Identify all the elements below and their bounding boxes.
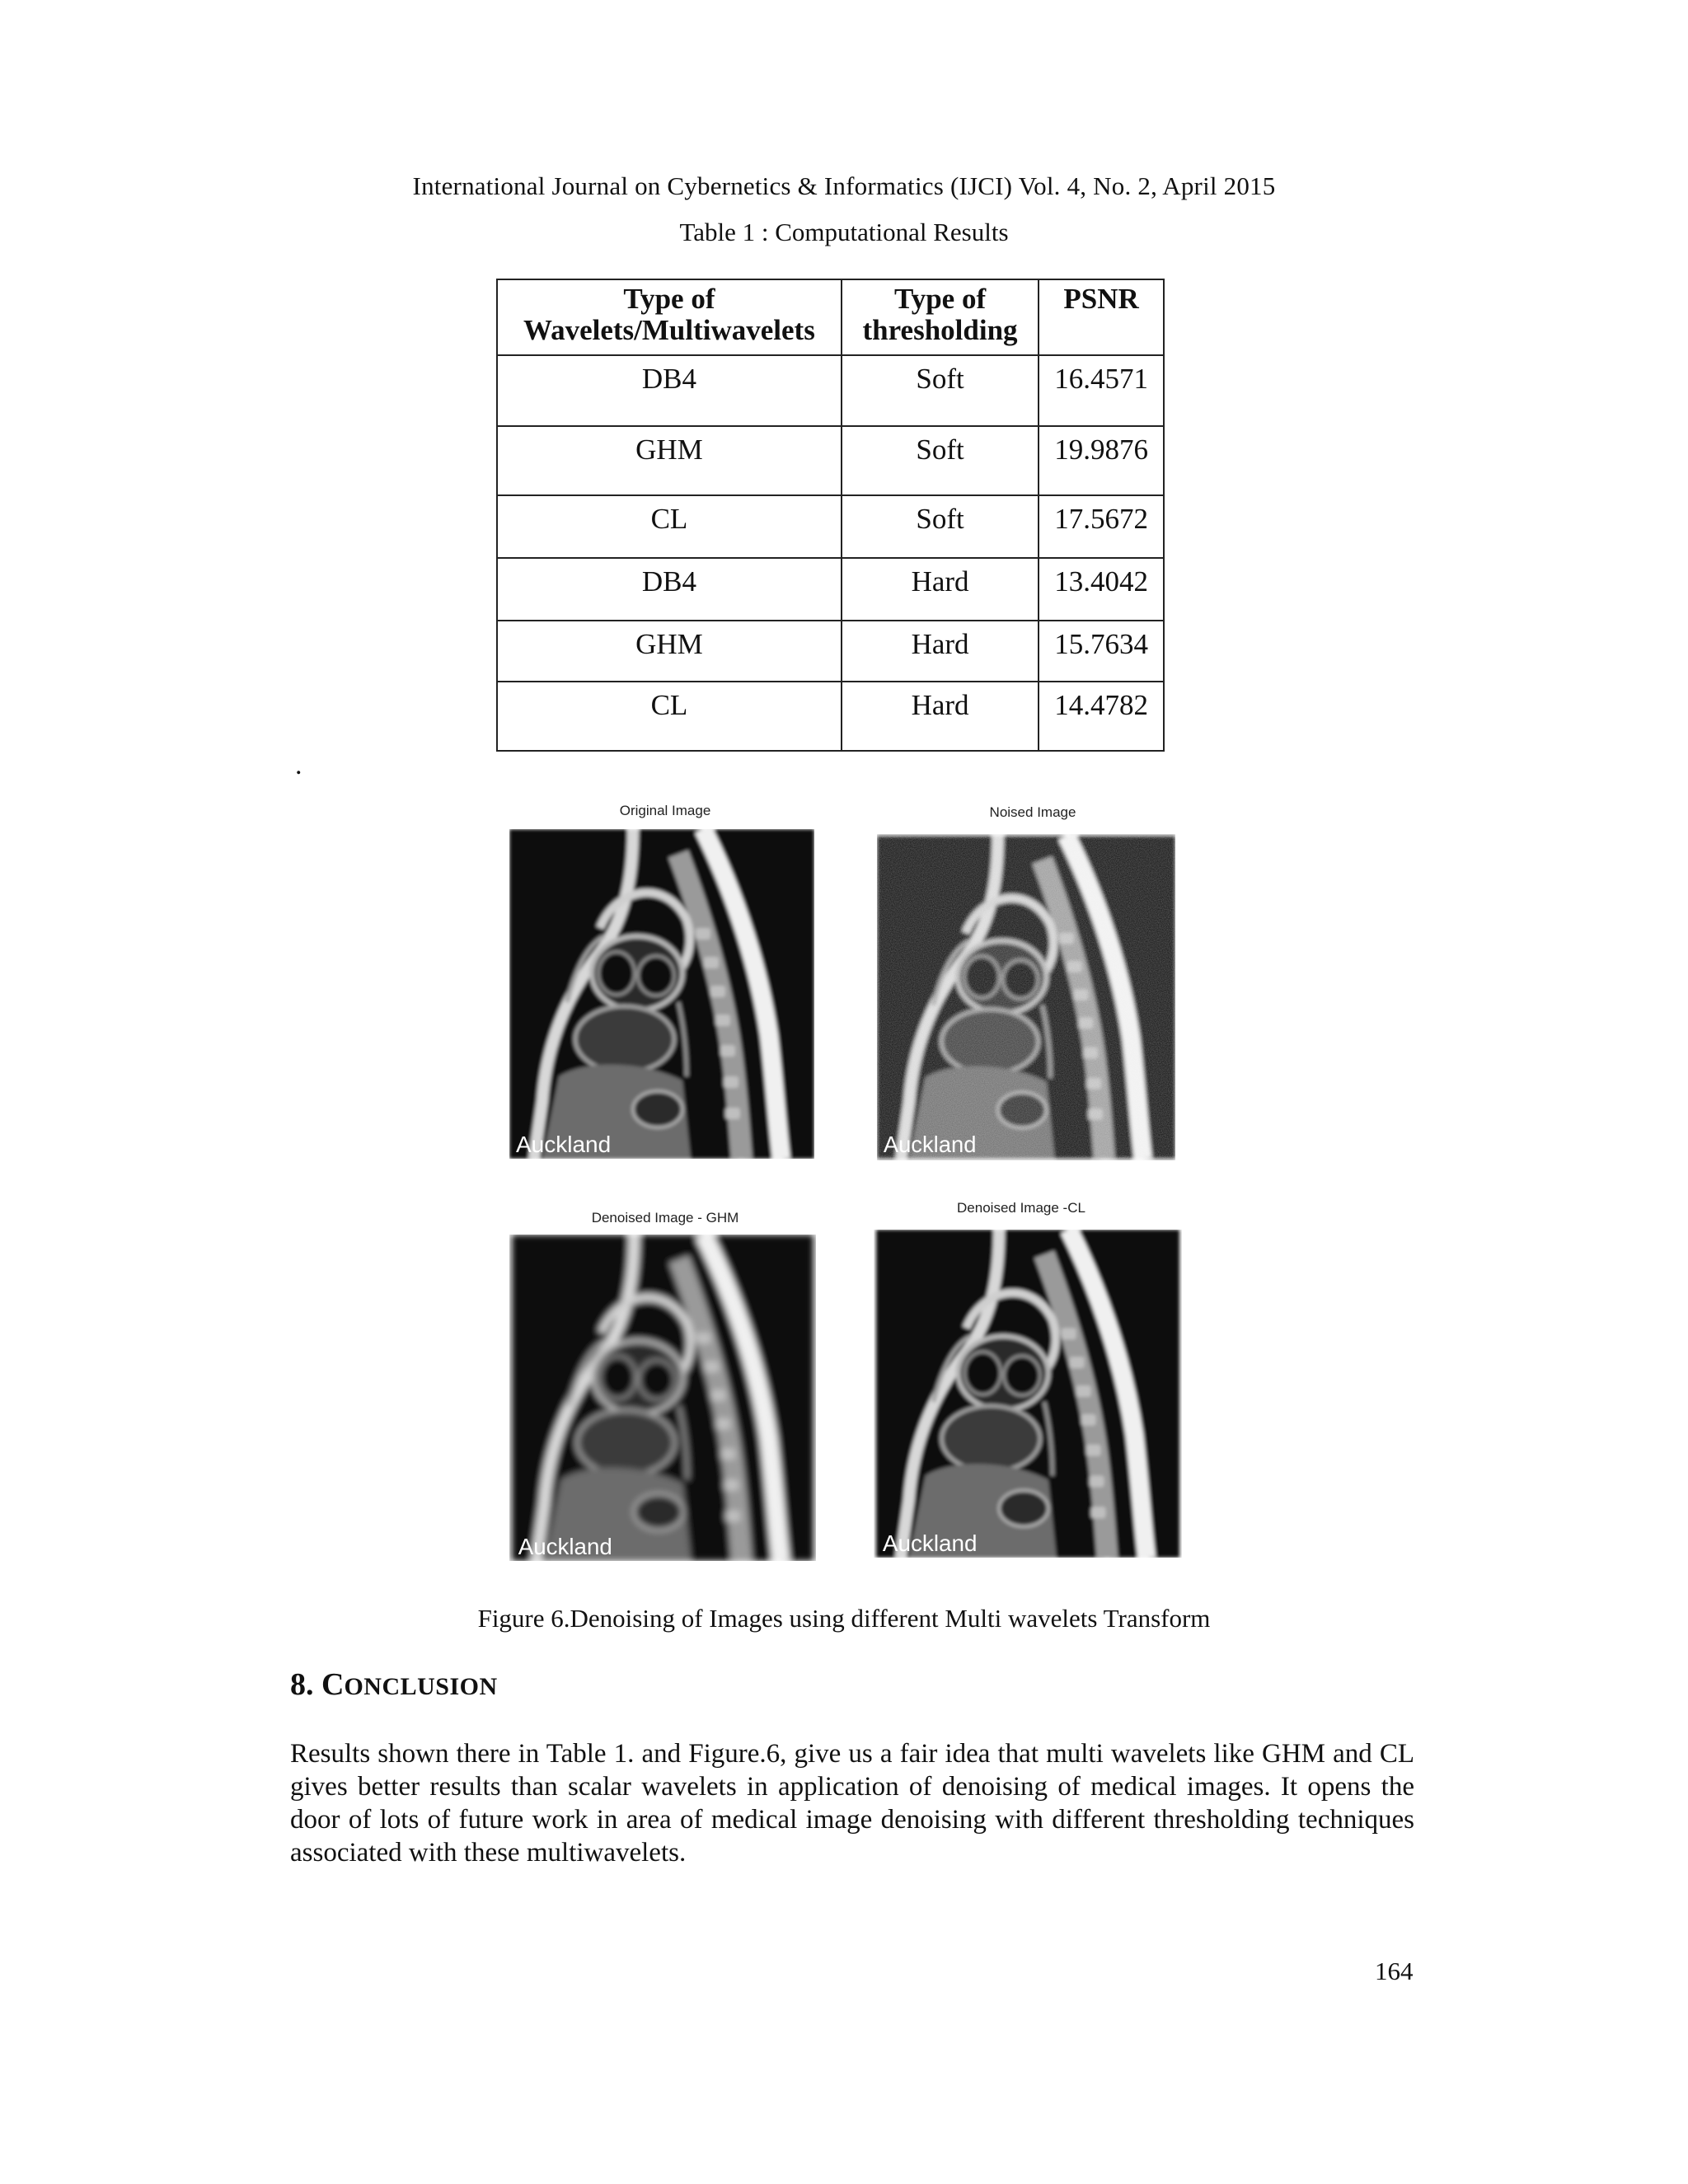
figure-panel-original — [509, 801, 821, 1165]
table-row — [497, 558, 1164, 621]
mri-denoised-ghm-image — [509, 1235, 816, 1561]
mri-noised-image — [877, 834, 1175, 1160]
cell-wavelet: DB4 — [497, 355, 842, 426]
conclusion-paragraph: Results shown there in Table 1. and Figure.6, give us a fair idea that multi wavelets like GHM and CL gives better results than scalar wavelets in application of denoising of medical images. It opens the door of lots of future work in area of medical image denoising with different thresholding techniques associated with these multiwavelets. — [290, 1739, 1414, 1868]
panel-title: Original Image — [619, 803, 711, 818]
figure-panel-denoised-ghm — [509, 1205, 821, 1564]
section-number: 8. — [290, 1667, 314, 1702]
cell-psnr: 17.5672 — [1039, 495, 1164, 558]
stray-period: . — [295, 750, 302, 780]
figure-panel-noised — [877, 801, 1189, 1165]
page-number: 164 — [1375, 1957, 1414, 1985]
figure-caption: Figure 6.Denoising of Images using different Multi wavelets Transform — [477, 1604, 1211, 1633]
cell-threshold: Soft — [842, 355, 1039, 426]
table-row — [497, 621, 1164, 682]
panel-title: Noised Image — [989, 804, 1076, 820]
watermark-text: Auckland — [518, 1534, 612, 1560]
figure-panel-denoised-cl — [874, 1197, 1185, 1559]
cell-psnr: 13.4042 — [1039, 558, 1164, 621]
mri-original-image — [509, 829, 814, 1159]
table-row — [497, 426, 1164, 495]
cell-psnr: 16.4571 — [1039, 355, 1164, 426]
cell-wavelet: CL — [497, 495, 842, 558]
table-header-row — [497, 279, 1164, 355]
cell-threshold: Hard — [842, 558, 1039, 621]
cell-psnr: 19.9876 — [1039, 426, 1164, 495]
table-row — [497, 495, 1164, 558]
panel-title: Denoised Image -CL — [957, 1200, 1085, 1216]
section-title-rest: ONCLUSION — [344, 1673, 498, 1700]
cell-wavelet: GHM — [497, 621, 842, 682]
cell-threshold: Hard — [842, 621, 1039, 682]
cell-psnr: 15.7634 — [1039, 621, 1164, 682]
section-heading — [290, 1666, 498, 1703]
section-title-first-letter: C — [321, 1667, 345, 1702]
table-row — [497, 355, 1164, 426]
cell-wavelet: GHM — [497, 426, 842, 495]
watermark-text: Auckland — [516, 1132, 612, 1157]
header-threshold-type: Type of thresholding — [842, 279, 1039, 355]
mri-denoised-cl-image — [874, 1230, 1182, 1558]
header-psnr: PSNR — [1039, 279, 1164, 355]
cell-wavelet: CL — [497, 682, 842, 751]
watermark-text: Auckland — [882, 1530, 978, 1557]
table-caption: Table 1 : Computational Results — [679, 218, 1009, 246]
panel-title: Denoised Image - GHM — [591, 1210, 739, 1226]
cell-threshold: Hard — [842, 682, 1039, 751]
table-row — [497, 682, 1164, 751]
watermark-text: Auckland — [883, 1131, 977, 1157]
cell-threshold: Soft — [842, 495, 1039, 558]
cell-psnr: 14.4782 — [1039, 682, 1164, 751]
cell-threshold: Soft — [842, 426, 1039, 495]
journal-header: International Journal on Cybernetics & Informatics (IJCI) Vol. 4, No. 2, April 2015 — [412, 171, 1276, 200]
header-wavelet-type: Type of Wavelets/Multiwavelets — [497, 279, 842, 355]
results-table — [496, 279, 1165, 752]
cell-wavelet: DB4 — [497, 558, 842, 621]
